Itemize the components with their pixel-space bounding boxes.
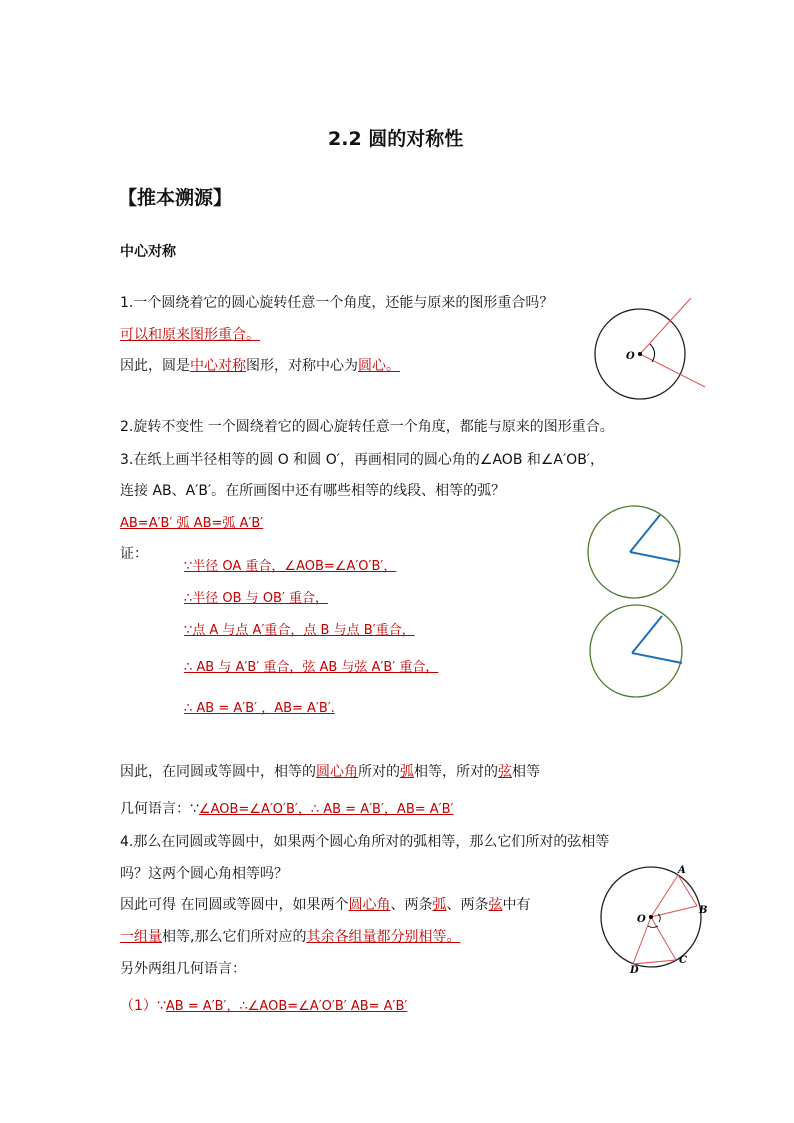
q1-answer: 可以和原来图形重合。 xyxy=(120,327,260,343)
q1-conclusion-pre: 因此，圆是 xyxy=(120,358,190,374)
q3-proof-step3: ∵点 A 与点 A′重合，点 B 与点 B′重合， xyxy=(184,623,415,638)
fig2-radius-oa xyxy=(630,515,660,552)
q4-conclusion2-answer1: 一组量 xyxy=(120,929,162,945)
q3-proof-step5: ∴ AB = A′B′ ，AB= A′B′. xyxy=(184,701,335,716)
fig4-center xyxy=(649,915,653,919)
fig1-ray2 xyxy=(640,354,705,387)
q4-geometry-1 xyxy=(120,995,407,1015)
geometry-language-line xyxy=(120,798,453,818)
q4-conclusion-mid1: 、两条 xyxy=(390,897,433,913)
fig4-label-c: C xyxy=(679,955,687,966)
q4-line1: 4.那么在同圆或等圆中，如果两个圆心角所对的弧相等，那么它们所对的弦相等 xyxy=(120,834,610,850)
conclusion-pre: 因此，在同圆或等圆中，相等的 xyxy=(120,764,316,780)
q4-conclusion-answer1: 圆心角 xyxy=(348,897,391,913)
q1-conclusion-mid: 图形，对称中心为 xyxy=(246,358,358,374)
q3-proof-step2: ∴半径 OB 与 OB′ 重合， xyxy=(184,591,329,606)
conclusion-line xyxy=(120,761,540,781)
fig2-radius-ob xyxy=(630,552,680,562)
q1-conclusion xyxy=(120,355,400,375)
section-heading: 【推本溯源】 xyxy=(118,187,233,209)
q4-conclusion-answer3: 弦 xyxy=(488,897,503,913)
fig4-radius-oc xyxy=(651,917,676,960)
fig3-radius-oa xyxy=(632,616,662,653)
fig1-center xyxy=(638,352,642,356)
q4-conclusion2-answer2: 其余各组量都分别相等。 xyxy=(306,929,461,945)
arcs-chords-figure xyxy=(596,862,714,980)
fig4-label-d: D xyxy=(630,965,639,976)
q1-question: 1.一个圆绕着它的圆心旋转任意一个角度，还能与原来的图形重合吗？ xyxy=(120,295,554,311)
fig3-circle xyxy=(590,605,682,697)
conclusion-mid1: 所对的 xyxy=(358,764,400,780)
geometry-language-answer: ∠AOB=∠A′O′B′，∴ AB = A′B′，AB= A′B′ xyxy=(198,802,454,817)
conclusion-answer1: 圆心角 xyxy=(316,764,358,780)
q3-proof-step1: ∵半径 OA 重合，∠AOB=∠A′O′B′， xyxy=(184,559,397,574)
q1-conclusion-answer1: 中心对称 xyxy=(190,358,246,374)
q3-proof-step4: ∴ AB 与 A′B′ 重合，弦 AB 与弦 A′B′ 重合， xyxy=(184,660,439,675)
q4-more: 另外两组几何语言： xyxy=(120,961,246,977)
fig1-ray1 xyxy=(640,298,691,354)
q4-conclusion-pre: 因此可得 在同圆或等圆中，如果两个 xyxy=(120,897,349,913)
q4-geometry-1-answer: AB = A′B′，∴∠AOB=∠A′O′B′ AB= A′B′ xyxy=(165,999,408,1014)
q4-conclusion-post: 中有 xyxy=(502,897,531,913)
subsection-heading: 中心对称 xyxy=(120,244,176,260)
circle-o-figure xyxy=(584,505,686,601)
conclusion-answer2: 弧 xyxy=(400,764,414,780)
conclusion-answer3: 弦 xyxy=(498,764,512,780)
q3-line1: 3.在纸上画半径相等的圆 O 和圆 O′，再画相同的圆心角的∠AOB 和∠A′OB′， xyxy=(120,452,604,468)
q4-conclusion-answer2: 弧 xyxy=(432,897,447,913)
q4-conclusion1 xyxy=(120,894,530,914)
conclusion-mid2: 相等，所对的 xyxy=(414,764,498,780)
q3-answer: AB=A′B′ 弧 AB=弧 A′B′ xyxy=(120,516,264,531)
q4-conclusion2-mid: 相等,那么它们所对应的 xyxy=(162,929,307,945)
q4-geometry-1-label: （1）∵ xyxy=(120,998,166,1014)
q1-conclusion-answer2: 圆心。 xyxy=(358,358,400,374)
fig4-label-a: A xyxy=(678,865,686,876)
circle-o-prime-figure xyxy=(586,604,688,700)
fig4-label-b: B xyxy=(699,905,708,916)
rotation-circle-figure xyxy=(590,292,710,402)
q4-line2: 吗？这两个圆心角相等吗？ xyxy=(120,866,288,882)
fig4-label-o: O xyxy=(637,914,646,925)
q3-proof-label: 证： xyxy=(120,546,148,562)
q4-conclusion2 xyxy=(120,926,460,946)
fig3-radius-ob xyxy=(632,653,682,663)
q2-text: 2.旋转不变性 一个圆绕着它的圆心旋转任意一个角度，都能与原来的图形重合。 xyxy=(120,419,614,435)
conclusion-post: 相等 xyxy=(512,764,540,780)
page-title: 2.2 圆的对称性 xyxy=(328,128,464,150)
fig1-label-o: O xyxy=(626,351,635,362)
q3-line2: 连接 AB、A′B′。在所画图中还有哪些相等的线段、相等的弧？ xyxy=(120,483,506,499)
q4-conclusion-mid2: 、两条 xyxy=(446,897,489,913)
fig4-radius-ob xyxy=(651,906,697,917)
fig4-radius-oa xyxy=(651,875,678,917)
geometry-language-label: 几何语言：∵ xyxy=(120,801,199,817)
